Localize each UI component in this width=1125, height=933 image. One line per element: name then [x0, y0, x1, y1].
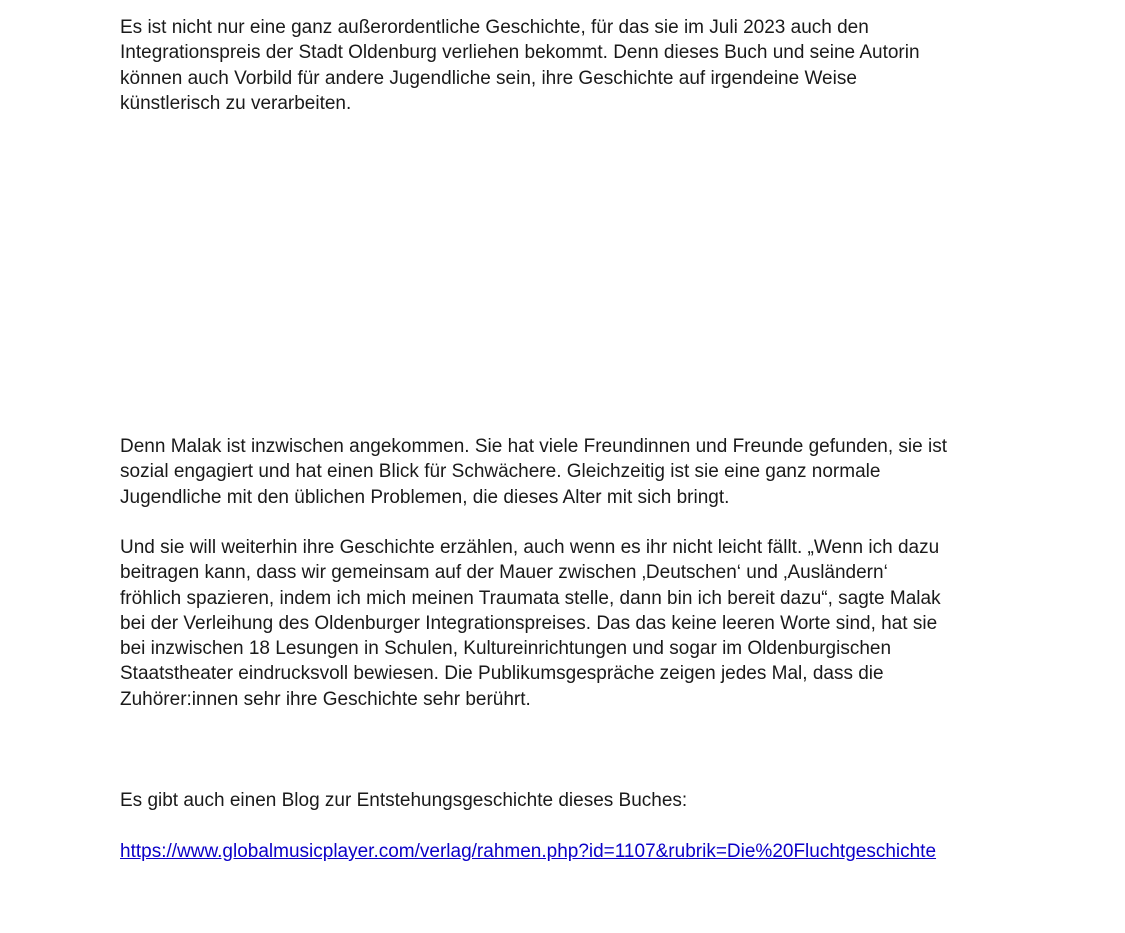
paragraph-integrationspreis: Es ist nicht nur eine ganz außerordentliche Geschichte, für das sie im Juli 2023 auch den Integrationspreis der Stadt Oldenburg verliehen bekommt. Denn dieses Buch und seine Autorin können auch Vorbild für andere Jugendliche sein, ihre Geschichte auf irgendeine Weise künstlerisch zu verarbeiten. [120, 17, 920, 114]
paragraph-malak-angekommen: Denn Malak ist inzwischen angekommen. Sie hat viele Freundinnen und Freunde gefunden, sie ist sozial engagiert und hat einen Blick für Schwächere. Gleichzeitig ist sie eine ganz normale Jugendliche mit den üblichen Problemen, die dieses Alter mit sich bringt. [120, 436, 947, 508]
paragraph-geschichte-erzaehlen: Und sie will weiterhin ihre Geschichte erzählen, auch wenn es ihr nicht leicht fällt. „Wenn ich dazu beitragen kann, dass wir gemeinsam auf der Mauer zwischen ‚Deutschen‘ und ‚Ausländern‘ fröhlich spazieren, indem ich mich meinen Traumata stelle, dann bin ich bereit dazu“, sagte Malak bei der Verleihung des Oldenburger Integrationspreises. Das das keine leeren Worte sind, hat sie bei inzwischen 18 Lesungen in Schulen, Kultureinrichtungen und sogar im Oldenburgischen Staatstheater eindrucksvoll bewiesen. Die Publikumsgespräche zeigen jedes Mal, dass die Zuhörer:innen sehr ihre Geschichte sehr berührt. [120, 537, 941, 710]
blog-paragraph [120, 763, 1010, 864]
blog-link[interactable]: https://www.globalmusicplayer.com/verlag/rahmen.php?id=1107&rubrik=Die%20Fluchtgeschichte [120, 840, 937, 862]
blog-intro-text: Es gibt auch einen Blog zur Entstehungsgeschichte dieses Buches: [120, 790, 688, 812]
